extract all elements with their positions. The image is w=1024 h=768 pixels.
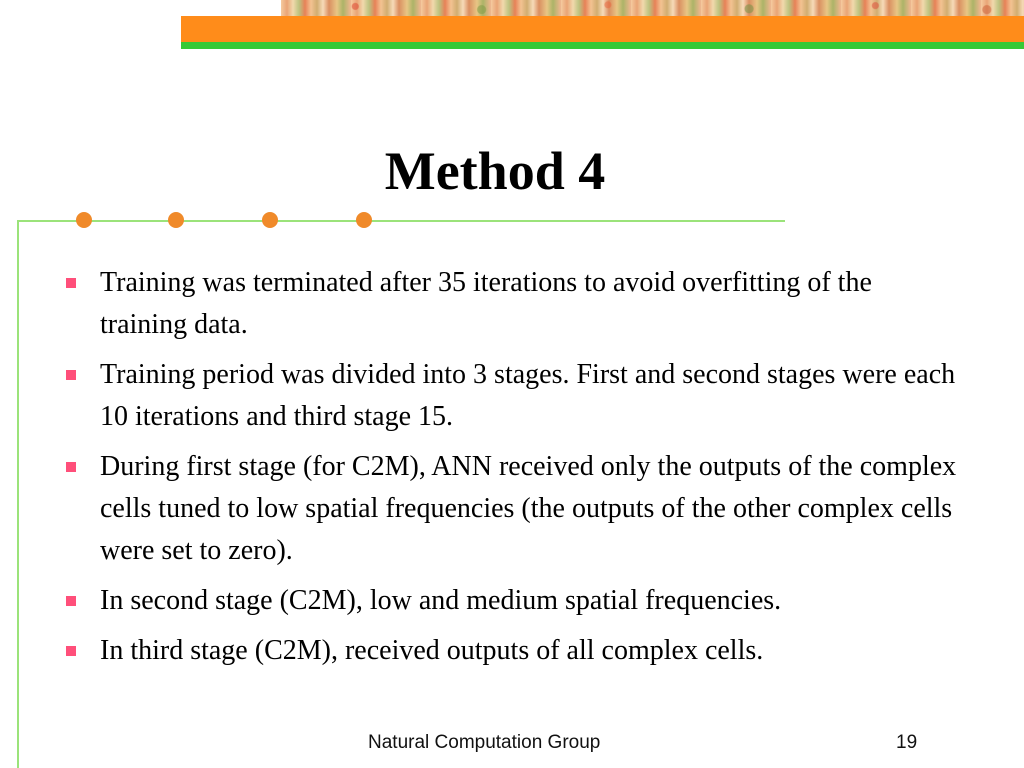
slide-title: Method 4 [384,141,606,202]
bullet-text: In second stage (C2M), low and medium spatial frequencies. [100,585,782,616]
bullet-item [64,354,964,438]
square-bullet-icon [66,646,76,656]
bullet-item [64,446,964,572]
orange-dot-icon [356,212,372,228]
orange-dot-icon [168,212,184,228]
bullet-text: Training period was divided into 3 stages. First and second stages were each 10 iterations and third stage 15. [100,359,956,432]
square-bullet-icon [66,462,76,472]
square-bullet-icon [66,596,76,606]
bullet-text: In third stage (C2M), received outputs of all complex cells. [100,635,764,666]
title-separator-line [17,220,785,222]
decorative-header-image [281,0,1024,16]
left-border-line [17,220,19,768]
bullet-text: During first stage (for C2M), ANN received only the outputs of the complex cells tuned to low spatial frequencies (the outputs of the other complex cells were set to zero). [100,451,957,566]
orange-dot-icon [76,212,92,228]
page-number: 19 [896,732,918,753]
footer-text: Natural Computation Group [368,732,601,753]
bullet-text: Training was terminated after 35 iterations to avoid overfitting of the training data. [100,267,872,340]
square-bullet-icon [66,278,76,288]
bullet-list [64,262,964,680]
header-orange-bar [181,16,1024,42]
bullet-item [64,580,964,622]
bullet-item [64,630,964,672]
header-green-bar [181,42,1024,49]
square-bullet-icon [66,370,76,380]
orange-dot-icon [262,212,278,228]
bullet-item [64,262,964,346]
